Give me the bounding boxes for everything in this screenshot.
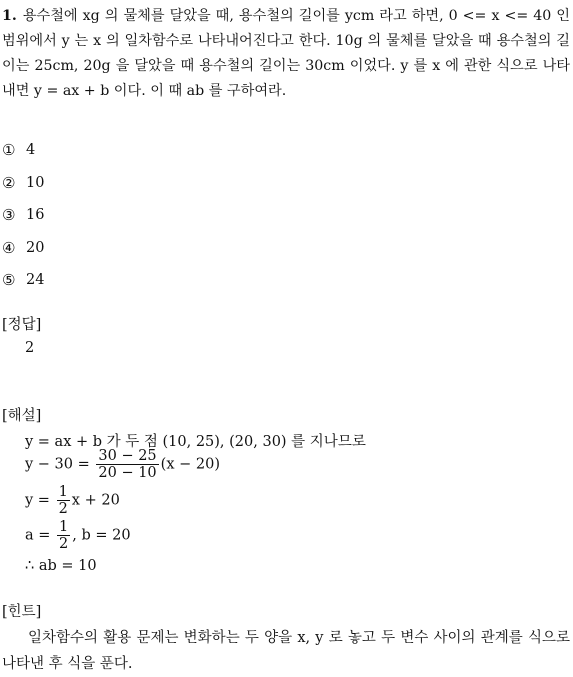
equation-right: , b = 20	[72, 527, 131, 544]
problem-number: 1.	[2, 8, 17, 24]
choice-value: 16	[26, 207, 45, 223]
equation-right: x + 20	[71, 492, 120, 509]
answer-label: [정답]	[2, 317, 42, 333]
choice-mark: ⑤	[2, 271, 16, 289]
answer-value: 2	[25, 340, 35, 356]
fraction-denominator: 20 − 10	[98, 465, 157, 481]
equation-right: (x − 20)	[160, 456, 220, 473]
problem-statement	[2, 4, 570, 104]
solution-equation	[25, 448, 220, 481]
problem-text: 용수철에 xg 의 물체를 달았을 때, 용수철의 길이를 ycm 라고 하면, 0 <= x <= 40 인 범위에서 y 는 x 의 일차함수로 나타내어진다고 한다. 10g 의 물체를 달았을 때 용수철의 길이는 25cm, 20g 을 달았을 때 용수철의 길이는 30cm 이었다. y 를 x 에 관한 식으로 나타내면 y = ax + b 이다. 이 때 ab 를 구하여라.	[2, 8, 570, 99]
choice-item[interactable]	[2, 203, 44, 236]
equation-left: y − 30 =	[25, 456, 90, 473]
equation-left: a =	[25, 527, 51, 544]
solution-line: ∴ ab = 10	[25, 558, 97, 574]
choice-mark: ④	[2, 238, 16, 257]
choice-mark: ②	[2, 173, 16, 192]
fraction-numerator: 1	[58, 484, 68, 500]
solution-line: y = ax + b 가 두 점 (10, 25), (20, 30) 를 지나므로	[25, 434, 366, 450]
choice-value: 24	[26, 272, 45, 288]
fraction	[57, 519, 70, 552]
choice-mark: ③	[2, 206, 16, 224]
choice-mark: ①	[2, 141, 16, 159]
fraction-numerator: 1	[59, 519, 69, 535]
choice-value: 20	[26, 239, 45, 256]
fraction-numerator: 30 − 25	[98, 448, 157, 464]
choice-item[interactable]	[2, 138, 44, 171]
solution-equation	[25, 519, 131, 552]
choice-list	[2, 138, 44, 301]
solution-equation	[25, 484, 120, 517]
fraction-denominator: 2	[59, 536, 69, 552]
fraction-denominator: 2	[58, 501, 68, 517]
hint-text: 일차함수의 활용 문제는 변화하는 두 양을 x, y 로 놓고 두 변수 사이의 관계를 식으로 나타낸 후 식을 푼다.	[2, 630, 570, 672]
choice-value: 4	[26, 142, 36, 158]
choice-item[interactable]	[2, 171, 44, 204]
choice-item[interactable]	[2, 268, 44, 301]
equation-left: y =	[25, 492, 50, 509]
solution-label: [해설]	[2, 408, 42, 424]
fraction	[57, 484, 70, 517]
fraction	[96, 448, 158, 481]
hint-label: [힌트]	[2, 604, 42, 620]
choice-value: 10	[26, 174, 45, 191]
choice-item[interactable]	[2, 236, 44, 269]
